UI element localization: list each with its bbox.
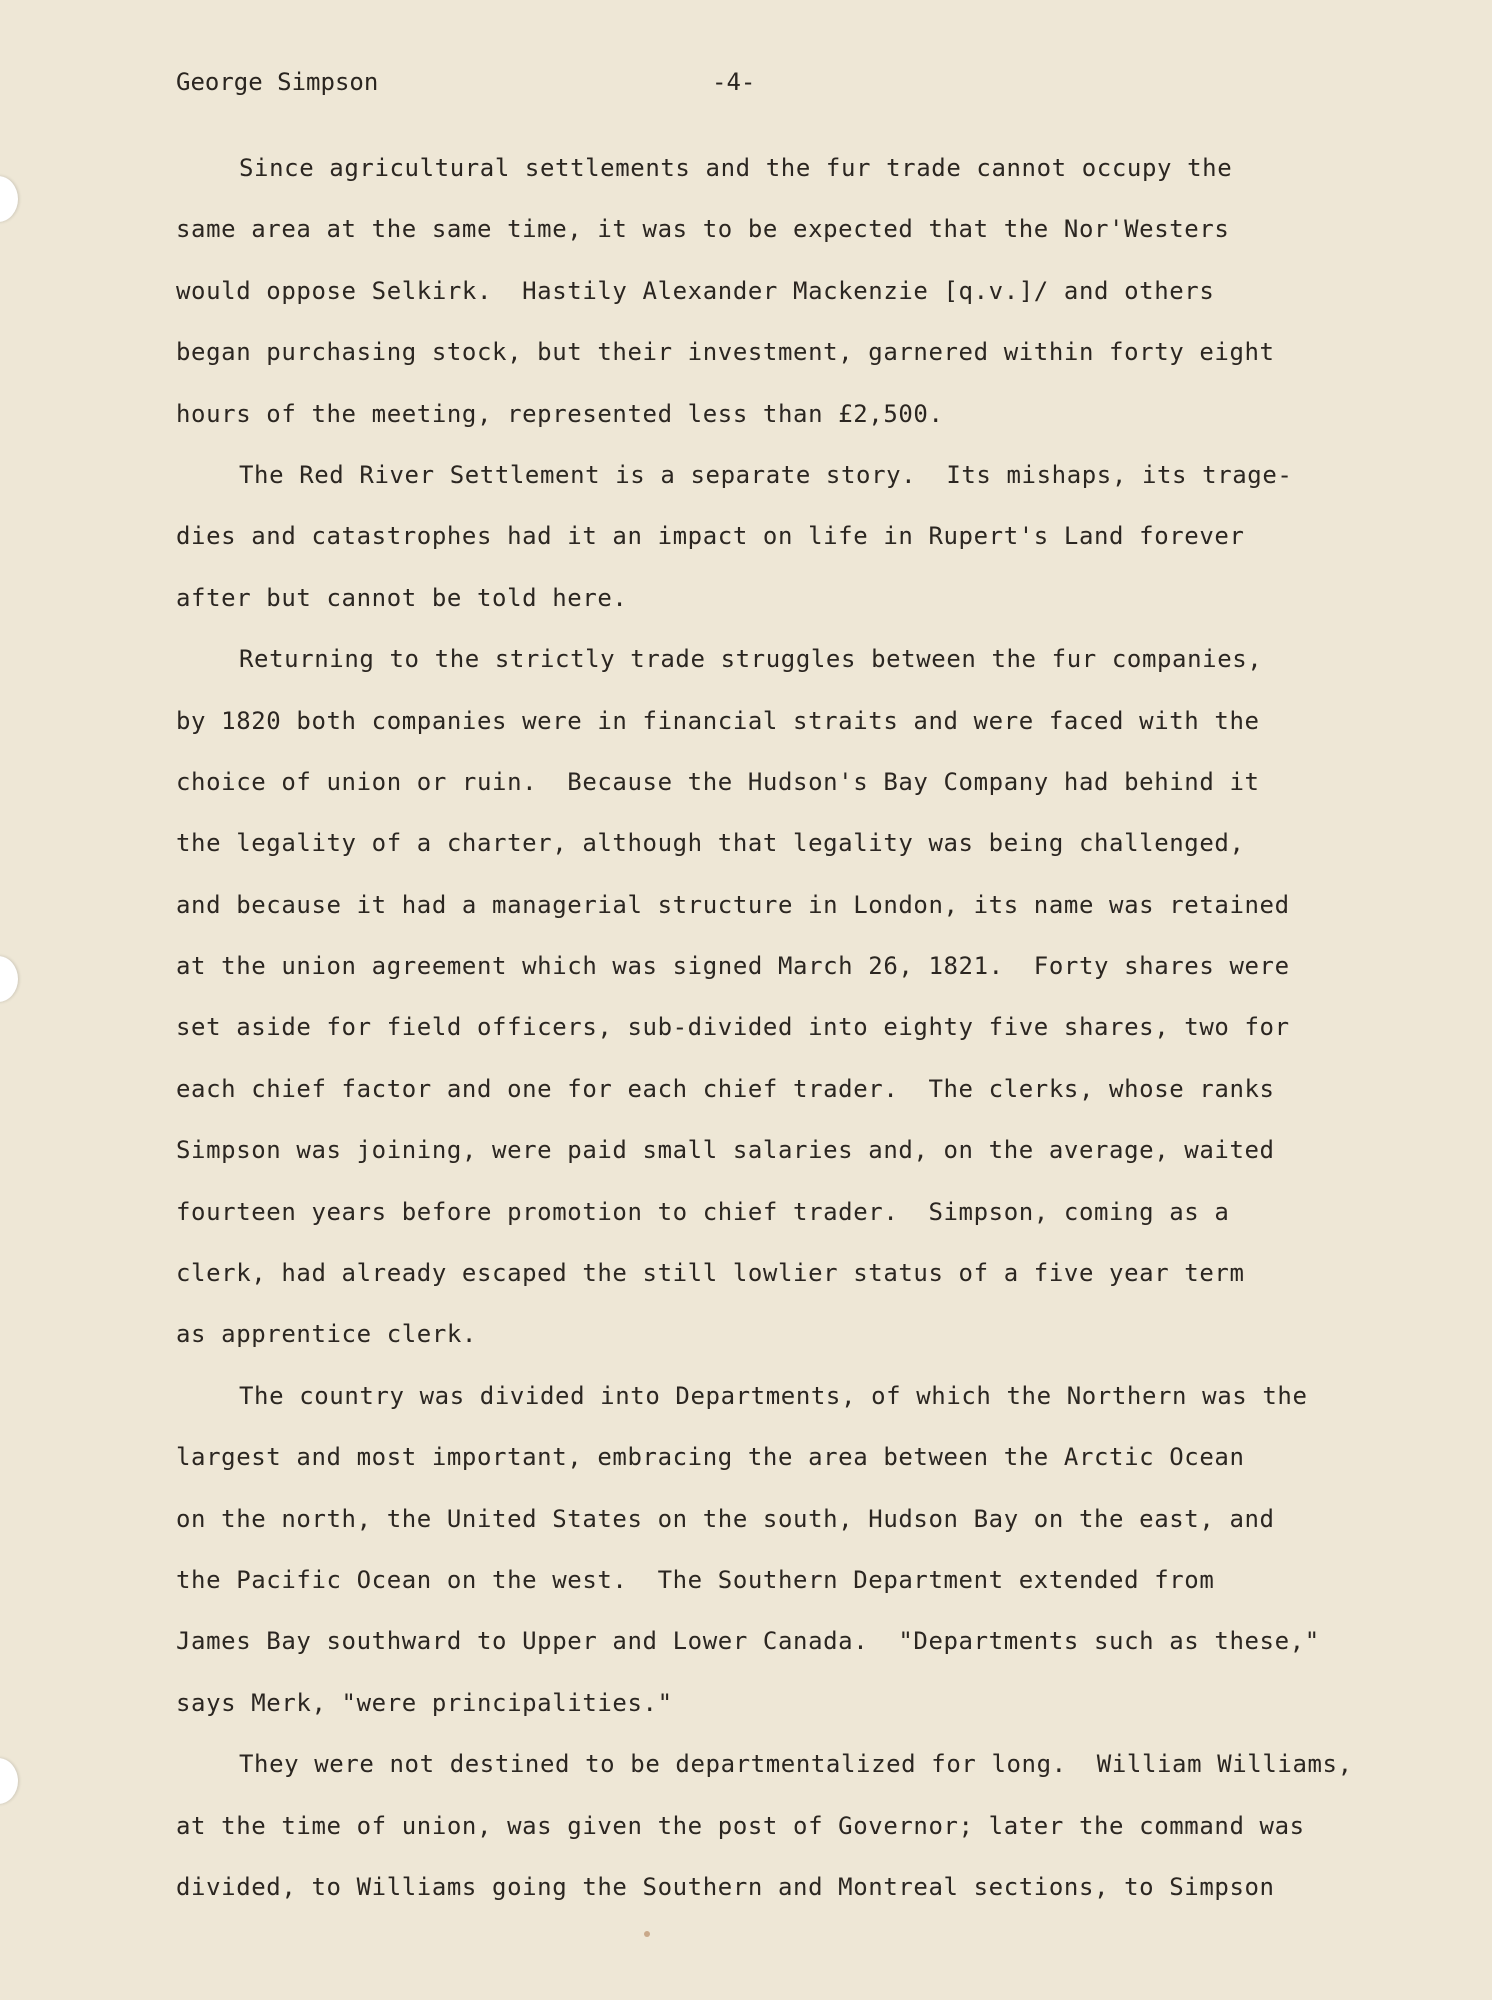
page-header bbox=[176, 68, 1376, 104]
text-line: fourteen years before promotion to chief trader. Simpson, coming as a bbox=[176, 1197, 1230, 1226]
text-line: set aside for field officers, sub-divided into eighty five shares, two for bbox=[176, 1013, 1290, 1042]
text-line: Simpson was joining, were paid small salaries and, on the average, waited bbox=[176, 1136, 1275, 1165]
text-line: They were not destined to be departmentalized for long. William Williams, bbox=[239, 1750, 1353, 1779]
text-line: would oppose Selkirk. Hastily Alexander Mackenzie [q.v.]/ and others bbox=[176, 276, 1215, 305]
text-line: clerk, had already escaped the still lowlier status of a five year term bbox=[176, 1259, 1245, 1288]
text-line: at the time of union, was given the post of Governor; later the command was bbox=[176, 1811, 1305, 1840]
text-line: James Bay southward to Upper and Lower Canada. "Departments such as these," bbox=[176, 1627, 1320, 1656]
text-line: The country was divided into Departments, of which the Northern was the bbox=[239, 1381, 1308, 1410]
text-line: as apprentice clerk. bbox=[176, 1320, 477, 1349]
text-line: Since agricultural settlements and the fur trade cannot occupy the bbox=[239, 154, 1233, 182]
text-line: and because it had a managerial structure in London, its name was retained bbox=[176, 890, 1290, 919]
punch-hole bbox=[0, 956, 18, 1002]
header-author: George Simpson bbox=[176, 68, 379, 96]
text-line: The Red River Settlement is a separate story. Its mishaps, its trage- bbox=[239, 460, 1293, 489]
text-line: each chief factor and one for each chief trader. The clerks, whose ranks bbox=[176, 1074, 1275, 1103]
body-text bbox=[176, 148, 1406, 1928]
text-line: on the north, the United States on the south, Hudson Bay on the east, and bbox=[176, 1504, 1275, 1533]
text-line: by 1820 both companies were in financial straits and were faced with the bbox=[176, 706, 1260, 735]
text-line: began purchasing stock, but their investment, garnered within forty eight bbox=[176, 338, 1275, 367]
text-line: largest and most important, embracing the area between the Arctic Ocean bbox=[176, 1443, 1245, 1472]
text-line: same area at the same time, it was to be expected that the Nor'Westers bbox=[176, 215, 1230, 244]
text-line: Returning to the strictly trade struggles between the fur companies, bbox=[239, 645, 1263, 674]
text-line: choice of union or ruin. Because the Hudson's Bay Company had behind it bbox=[176, 767, 1260, 796]
text-line: the Pacific Ocean on the west. The Southern Department extended from bbox=[176, 1565, 1215, 1594]
text-line: divided, to Williams going the Southern and Montreal sections, to Simpson bbox=[176, 1872, 1275, 1901]
text-line: says Merk, "were principalities." bbox=[176, 1688, 673, 1717]
text-line: hours of the meeting, represented less than £2,500. bbox=[176, 399, 944, 428]
punch-hole bbox=[0, 1758, 18, 1804]
paper-speck bbox=[644, 1931, 650, 1937]
text-line: after but cannot be told here. bbox=[176, 583, 628, 612]
text-line: dies and catastrophes had it an impact on life in Rupert's Land forever bbox=[176, 522, 1245, 551]
punch-hole bbox=[0, 176, 18, 222]
text-line: the legality of a charter, although that legality was being challenged, bbox=[176, 829, 1245, 858]
page-number: -4- bbox=[712, 68, 756, 96]
text-line: at the union agreement which was signed March 26, 1821. Forty shares were bbox=[176, 952, 1290, 981]
